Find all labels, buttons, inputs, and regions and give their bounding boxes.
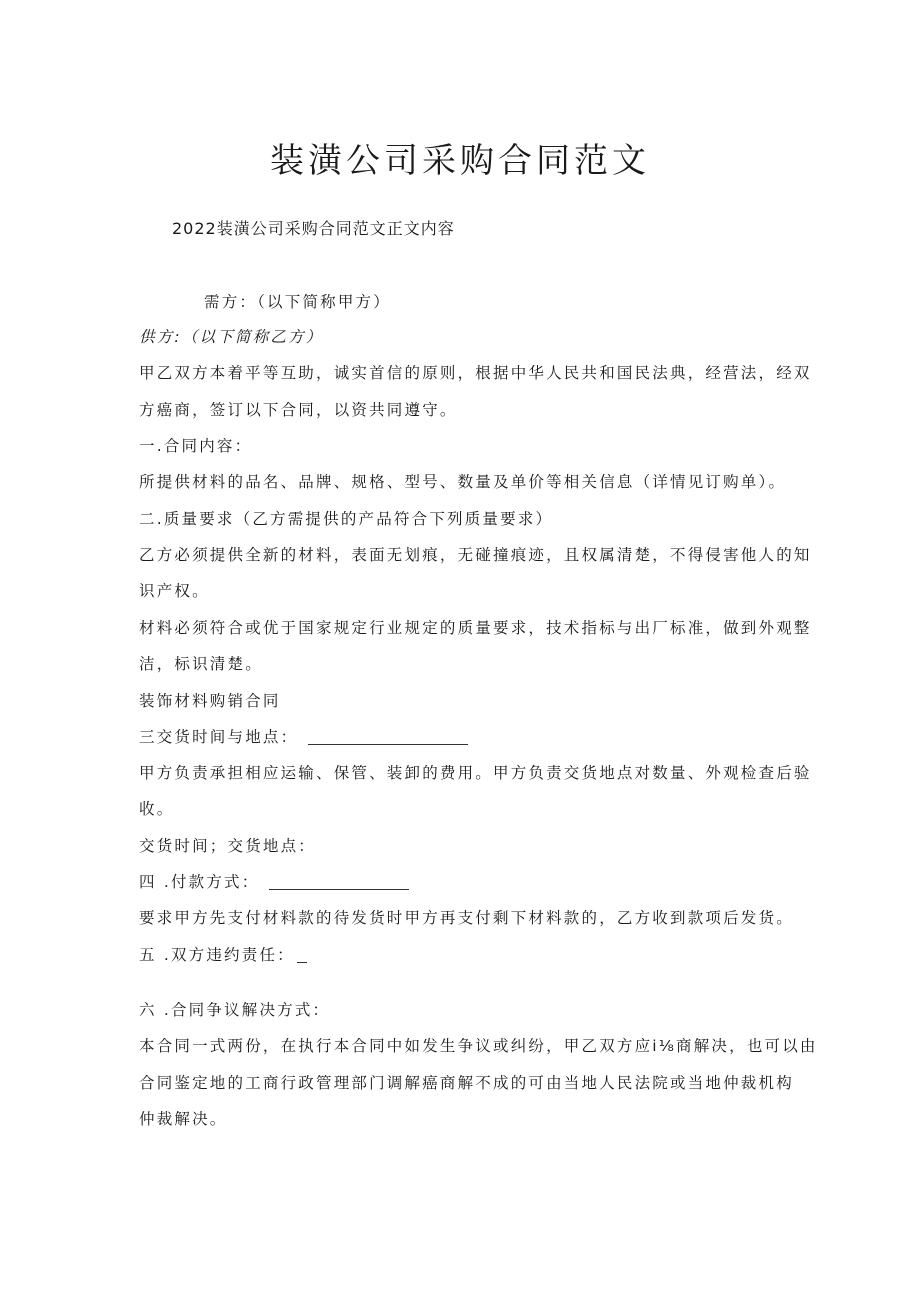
demand-party-line: 需方：（以下简称甲方） [204,293,391,311]
document-title: 装潢公司采购合同范文 [270,141,650,181]
breach-blank-line [297,961,307,963]
section-2-para-2-line-1: 材料必须符合或优于国家规定行业规定的质量要求，技术指标与出厂标准，做到外观整 [139,619,812,637]
section-5-heading: 五 .双方违约责任： [139,946,295,964]
section-2-para-2-line-2: 洁，标识清楚。 [139,655,263,673]
section-2-para-1-line-2: 识产权。 [139,582,210,600]
document-subtitle: 2022装潢公司采购合同范文正文内容 [172,219,455,238]
section-4-heading-row [139,870,409,892]
section-2-para-1-line-1: 乙方必须提供全新的材料，表面无划痕，无碰撞痕迹，且权属清楚，不得侵害他人的知 [139,546,812,564]
section-1-heading: 一.合同内容： [139,437,253,455]
intro-line-1: 甲乙双方本着平等互助，诚实首信的原则，根据中华人民共和国民法典，经营法，经双 [139,364,812,382]
intro-line-2: 方癌商，签订以下合同，以资共同遵守。 [139,401,458,419]
section-5-heading-row [139,943,307,965]
payment-blank-line [269,888,409,890]
section-6-body-line-1: 本合同一式两份，在执行本合同中如发生争议或纠纷，甲乙双方应i⅛商解决，也可以由 [139,1037,818,1055]
section-4-body: 要求甲方先支付材料款的待发货时甲方再支付剩下材料款的，乙方收到款项后发货。 [139,909,794,927]
section-2-heading: 二.质量要求（乙方需提供的产品符合下列质量要求） [139,510,554,528]
section-3-para-line-1: 甲方负责承担相应运输、保管、装卸的费用。甲方负责交货地点对数量、外观检查后验 [139,764,812,782]
section-4-heading: 四 .付款方式： [139,873,260,891]
section-3-heading-row [139,725,468,747]
delivery-blank-line [308,743,468,745]
section-1-body: 所提供材料的品名、品牌、规格、型号、数量及单价等相关信息（详情见订购单）。 [139,473,787,491]
section-2-note: 装饰材料购销合同 [139,692,281,710]
section-6-body-line-3: 仲裁解决。 [139,1110,228,1128]
section-6-body-line-2: 合同鉴定地的工商行政管理部门调解癌商解不成的可由当地人民法院或当地仲裁机构 [139,1074,794,1092]
section-3-heading: 三交货时间与地点： [139,728,299,746]
section-3-para-line-2: 收。 [139,800,175,818]
delivery-time-place: 交货时间；交货地点： [139,837,317,855]
supply-party-line: 供方:（以下简称乙方） [139,328,324,346]
section-6-heading: 六 .合同争议解决方式： [139,1001,331,1019]
